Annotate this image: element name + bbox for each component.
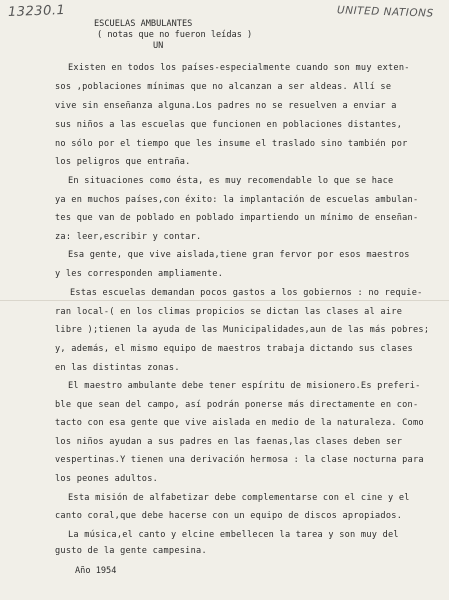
document-subtitle: ( notas que no fueron leídas ) [97,30,253,40]
document-year: Año 1954 [75,566,117,576]
document-title: ESCUELAS AMBULANTES [94,19,193,29]
body-line: y les corresponden ampliamente. [55,269,224,279]
body-line: za: leer,escribir y contar. [55,232,202,242]
body-line: Esta misión de alfabetizar debe complementarse con el cine y el [68,493,410,503]
body-line: los peligros que entraña. [55,157,191,167]
body-line: en las distintas zonas. [55,363,180,373]
body-line: El maestro ambulante debe tener espíritu de misionero.Es preferi- [68,381,421,391]
body-line: ran local-( en los climas propicios se dictan las clases al aire [55,307,403,317]
body-line: canto coral,que debe hacerse con un equipo de discos apropiados. [55,511,403,521]
body-line: y, además, el mismo equipo de maestros trabaja dictando sus clases [55,344,413,354]
body-line: los niños ayudan a sus padres en las faenas,las clases deben ser [55,437,403,447]
body-line: gusto de la gente campesina. [55,546,207,556]
body-line: En situaciones como ésta, es muy recomendable lo que se hace [68,176,394,186]
body-line: vive sin enseñanza alguna.Los padres no se resuelven a enviar a [55,101,397,111]
body-line: los peones adultos. [55,474,159,484]
document-code: UN [153,41,164,51]
body-line: vespertinas.Y tienen una derivación hermosa : la clase nocturna para [55,455,424,465]
body-line: Esa gente, que vive aislada,tiene gran fervor por esos maestros [68,250,410,260]
body-line: tes que van de poblado en poblado impartiendo un mínimo de enseñan- [55,213,419,223]
catalog-number: 13230.1 [7,3,66,20]
body-line: sos ,poblaciones mínimas que no alcanzan a ser aldeas. Allí se [55,82,392,92]
body-line: Estas escuelas demandan pocos gastos a los gobiernos : no requie- [70,288,423,298]
body-line: sus niños a las escuelas que funcionen en poblaciones distantes, [55,120,403,130]
page-fold [0,300,449,301]
body-line: ya en muchos países,con éxito: la implantación de escuelas ambulan- [55,195,419,205]
body-line: tacto con esa gente que vive aislada en medio de la naturaleza. Como [55,418,424,428]
body-line: Existen en todos los países-especialmente cuando son muy exten- [68,63,410,73]
body-line: no sólo por el tiempo que les insume el traslado sino también por [55,139,408,149]
body-line: La música,el canto y elcine embellecen la tarea y son muy del [68,530,399,540]
body-line: ble que sean del campo, así podrán ponerse más directamente en con- [55,400,419,410]
body-line: libre );tienen la ayuda de las Municipalidades,aun de las más pobres; [55,325,430,335]
archive-stamp: UNITED NATIONS [336,4,434,20]
